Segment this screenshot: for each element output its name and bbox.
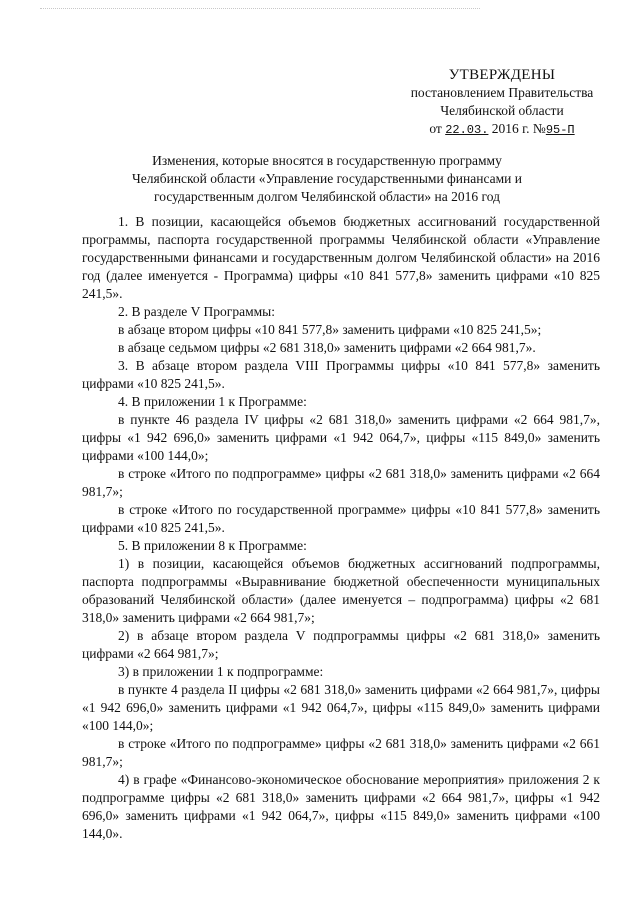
paragraph-9: в строке «Итого по государственной программе» цифры «10 841 577,8» заменить цифрами «10 825 241,5». [82, 502, 600, 535]
approval-date-row [392, 120, 612, 139]
paragraph-7: в пункте 46 раздела IV цифры «2 681 318,0» заменить цифрами «2 664 981,7», цифры «1 942 696,0» заменить цифрами «1 942 064,7», цифры «115 849,0» заменить цифрами «100 144,0»; [82, 412, 600, 463]
document-body [82, 213, 600, 843]
heading-line-1: Изменения, которые вносятся в государственную программу [152, 153, 502, 168]
paragraph-12: 2) в абзаце втором раздела V подпрограммы цифры «2 681 318,0» заменить цифрами «2 664 981,7»; [82, 628, 600, 661]
paragraph-13: 3) в приложении 1 к подпрограмме: [118, 664, 324, 679]
paragraph-10: 5. В приложении 8 к Программе: [118, 538, 307, 553]
year-text: 2016 г. № [491, 121, 546, 136]
paragraph-2: 2. В разделе V Программы: [118, 304, 275, 319]
approval-line-2: Челябинской области [440, 103, 564, 118]
date-prefix: от [429, 121, 442, 136]
approval-title: УТВЕРЖДЕНЫ [448, 67, 556, 83]
paragraph-16: 4) в графе «Финансово-экономическое обоснование мероприятия» приложения 2 к подпрограмме цифры «2 681 318,0» заменить цифрами «2 664 981,7», цифры «1 942 696,0» заменить цифрами «1 942 064,7», цифры «115 849,0» заменить цифрами «100 144,0». [82, 772, 600, 841]
approval-line-1: постановлением Правительства [410, 85, 594, 100]
paragraph-14: в пункте 4 раздела II цифры «2 681 318,0» заменить цифрами «2 664 981,7», цифры «1 942 696,0» заменить цифрами «1 942 064,7», цифры «115 849,0» заменить цифрами «100 144,0»; [82, 682, 600, 733]
paragraph-5: 3. В абзаце втором раздела VIII Программы цифры «10 841 577,8» заменить цифрами «10 825 241,5». [82, 358, 600, 391]
date-value: 22.03. [445, 123, 489, 137]
paragraph-4: в абзаце седьмом цифры «2 681 318,0» заменить цифрами «2 664 981,7». [118, 340, 536, 355]
paragraph-8: в строке «Итого по подпрограмме» цифры «2 681 318,0» заменить цифрами «2 664 981,7»; [82, 466, 600, 499]
document-heading [92, 152, 562, 206]
paragraph-3: в абзаце втором цифры «10 841 577,8» заменить цифрами «10 825 241,5»; [118, 322, 542, 337]
paragraph-6: 4. В приложении 1 к Программе: [118, 394, 307, 409]
scan-artifact-line [40, 8, 480, 9]
paragraph-11: 1) в позиции, касающейся объемов бюджетных ассигнований подпрограммы, паспорта подпрограммы «Выравнивание бюджетной обеспеченности муниципальных образований Челябинской области» (далее именуется – подпрограмма) цифры «2 681 318,0» заменить цифрами «2 664 981,7»; [82, 556, 600, 625]
heading-line-3: государственным долгом Челябинской области» на 2016 год [154, 189, 500, 204]
heading-line-2: Челябинской области «Управление государственными финансами и [132, 171, 522, 186]
approval-block [392, 66, 612, 139]
decree-number: 95-П [545, 123, 575, 137]
paragraph-15: в строке «Итого по подпрограмме» цифры «2 681 318,0» заменить цифрами «2 661 981,7»; [82, 736, 600, 769]
paragraph-1: 1. В позиции, касающейся объемов бюджетных ассигнований государственной программы, паспорта государственной программы Челябинской области «Управление государственными финансами и государственным долгом Челябинской области» на 2016 год (далее именуется - Программа) цифры «10 841 577,8» заменить цифрами «10 825 241,5». [82, 214, 600, 301]
